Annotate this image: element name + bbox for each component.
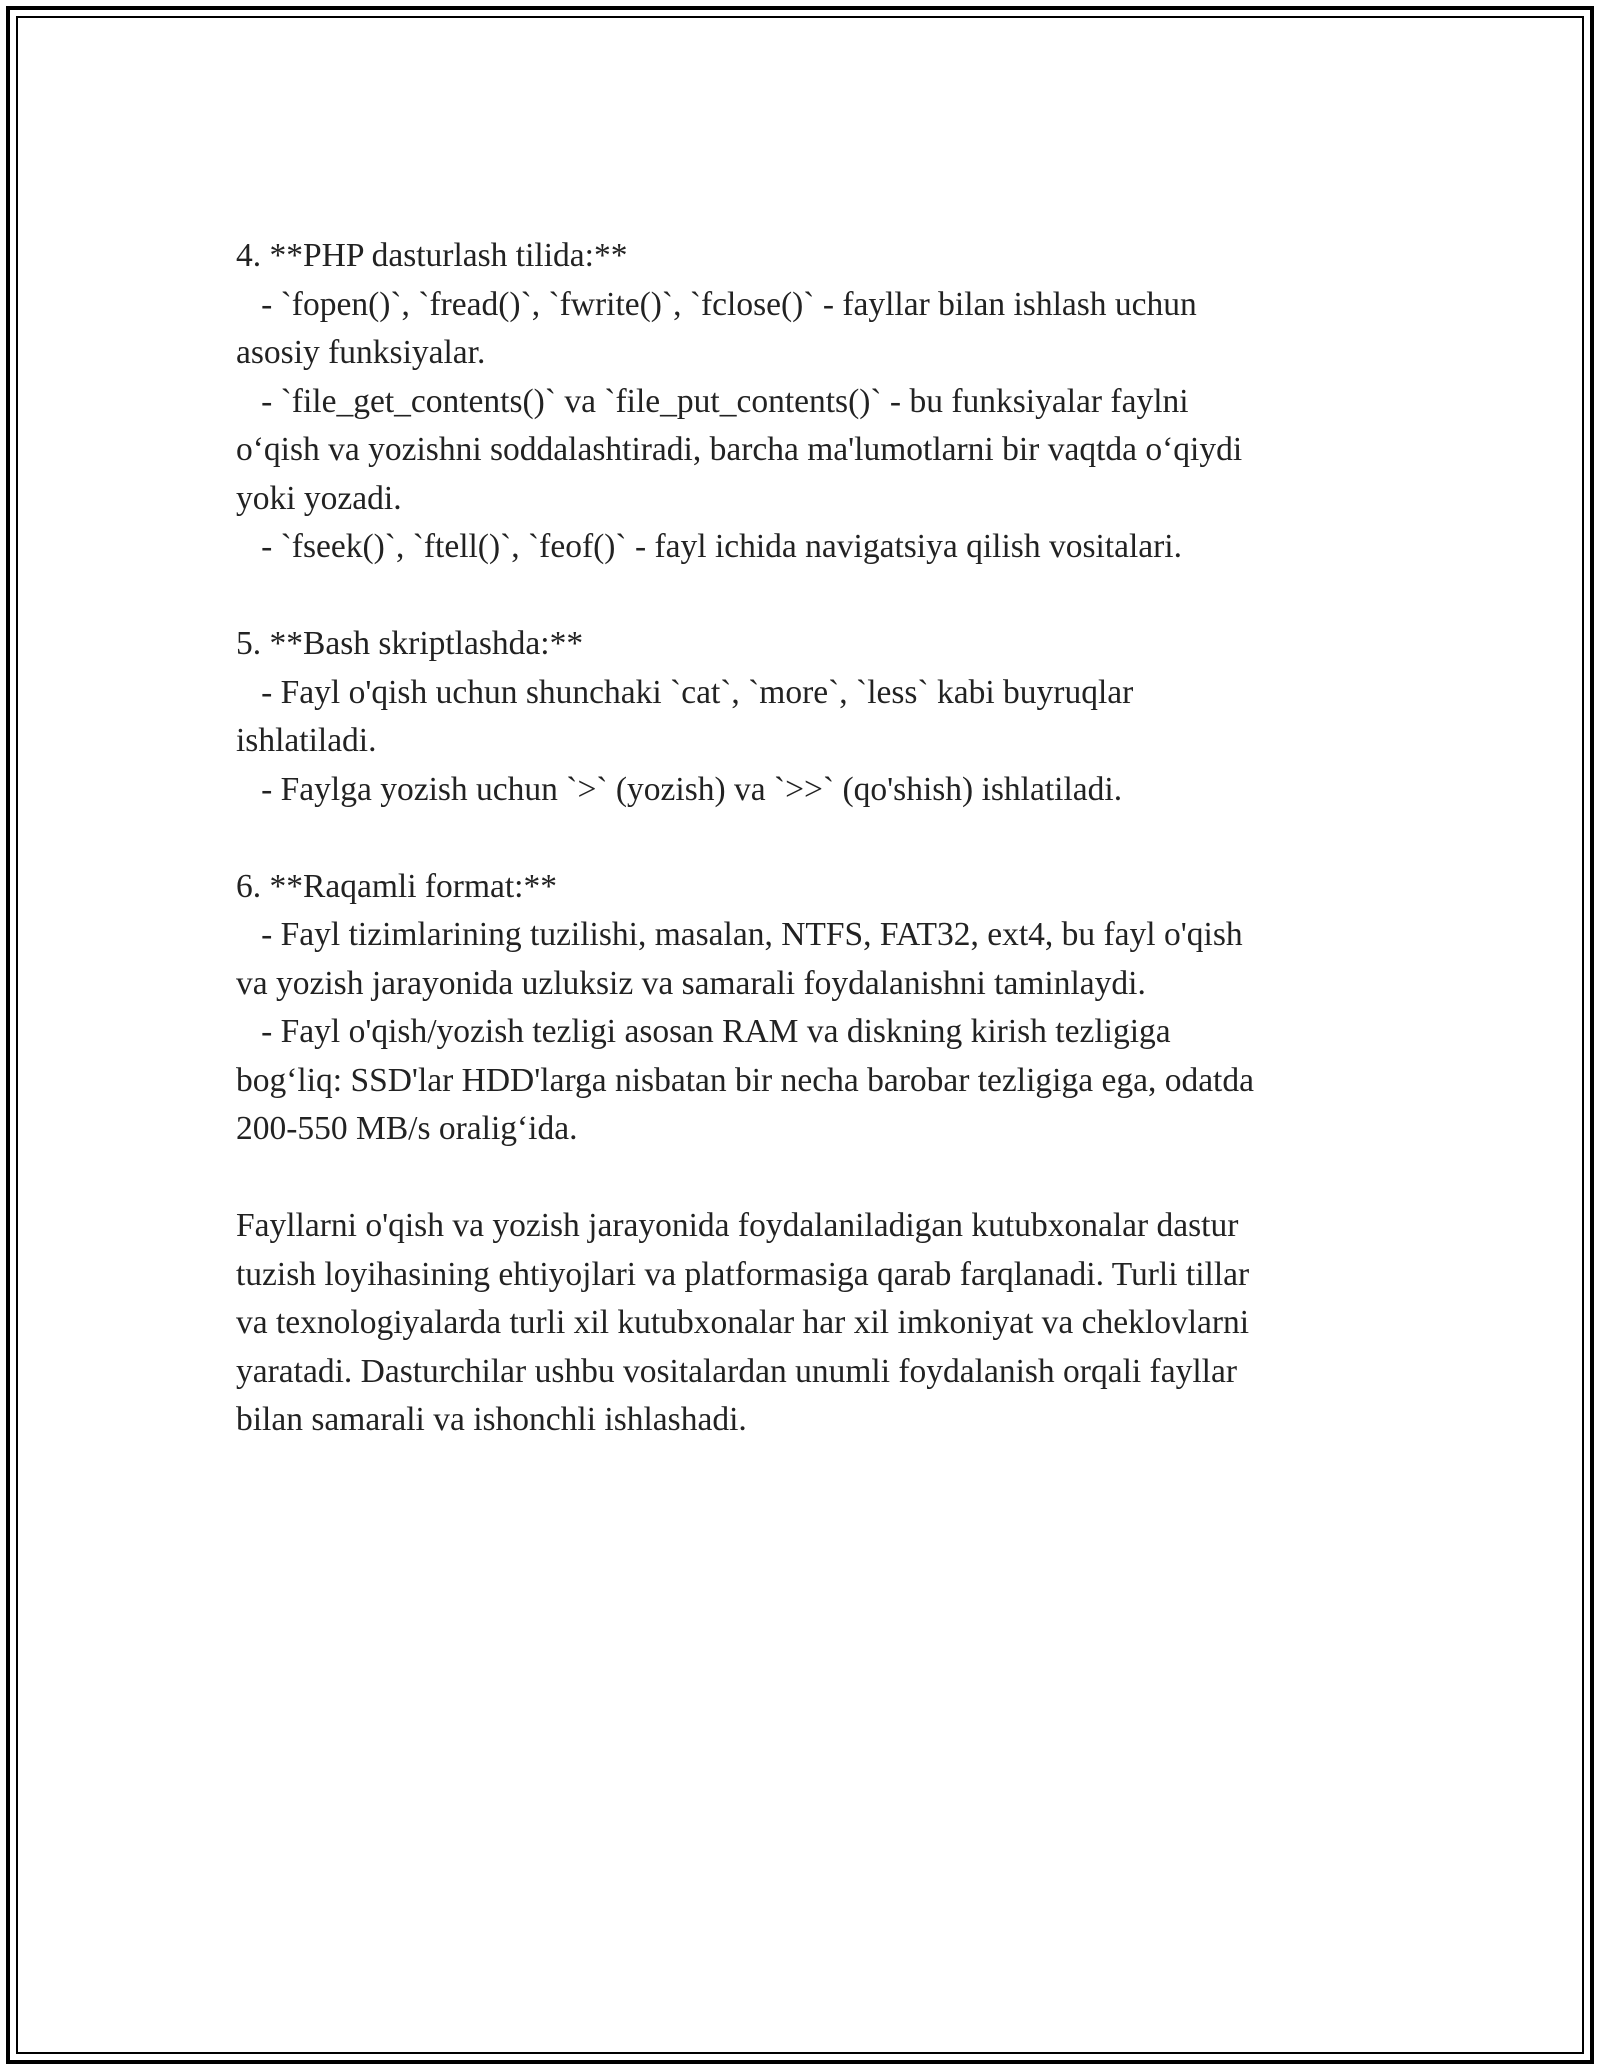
section-5-line: ishlatiladi. [236,722,377,759]
section-6-line: - Fayl o'qish/yozish tezligi asosan RAM va diskning kirish tezligiga [236,1013,1171,1050]
section-5-heading: 5. **Bash skriptlashda:** [236,625,584,662]
section-5-line: - Fayl o'qish uchun shunchaki `cat`, `more`, `less` kabi buyruqlar [236,673,1134,711]
conclusion-line: Fayllarni o'qish va yozish jarayonida foydalaniladigan kutubxonalar dastur [236,1207,1239,1244]
section-6-heading: 6. **Raqamli format:** [236,867,557,905]
section-6-line: va yozish jarayonida uzluksiz va samarali foydalanishni taminlaydi. [236,964,1146,1002]
paragraph-spacer [236,1154,1366,1203]
conclusion-line: yaratadi. Dasturchilar ushbu vositalardan unumli foydalanish orqali fayllar [236,1352,1237,1390]
section-4-line: - `fseek()`, `ftell()`, `feof()` - fayl ichida navigatsiya qilish vositalari. [236,528,1182,565]
section-5-line: - Faylga yozish uchun `>` (yozish) va `>>` (qo'shish) ishlatiladi. [236,770,1123,808]
section-6-line: - Fayl tizimlarining tuzilishi, masalan, NTFS, FAT32, ext4, bu fayl o'qish [236,916,1243,953]
conclusion-line: tuzish loyihasining ehtiyojlari va platformasiga qarab farqlanadi. Turli tillar [236,1255,1250,1293]
section-4-line: - `fopen()`, `fread()`, `fwrite()`, `fclose()` - fayllar bilan ishlash uchun [236,285,1197,323]
conclusion-line: va texnologiyalarda turli xil kutubxonalar har xil imkoniyat va cheklovlarni [236,1304,1250,1341]
section-4-line: o‘qish va yozishni soddalashtiradi, barcha ma'lumotlarni bir vaqtda o‘qiydi [236,431,1243,468]
paragraph-spacer [236,814,1366,863]
document-body [236,232,1366,1445]
section-6-line: 200-550 MB/s oralig‘ida. [236,1110,578,1147]
section-4-line: asosiy funksiyalar. [236,334,486,371]
conclusion-line: bilan samarali va ishonchli ishlashadi. [236,1401,747,1438]
section-6-line: bog‘liq: SSD'lar HDD'larga nisbatan bir necha barobar tezligiga ega, odatda [236,1061,1254,1099]
paragraph-spacer [236,572,1366,621]
section-4-line: yoki yozadi. [236,479,402,517]
section-4-line: - `file_get_contents()` va `file_put_contents()` - bu funksiyalar faylni [236,382,1189,420]
section-4-heading: 4. **PHP dasturlash tilida:** [236,237,628,274]
